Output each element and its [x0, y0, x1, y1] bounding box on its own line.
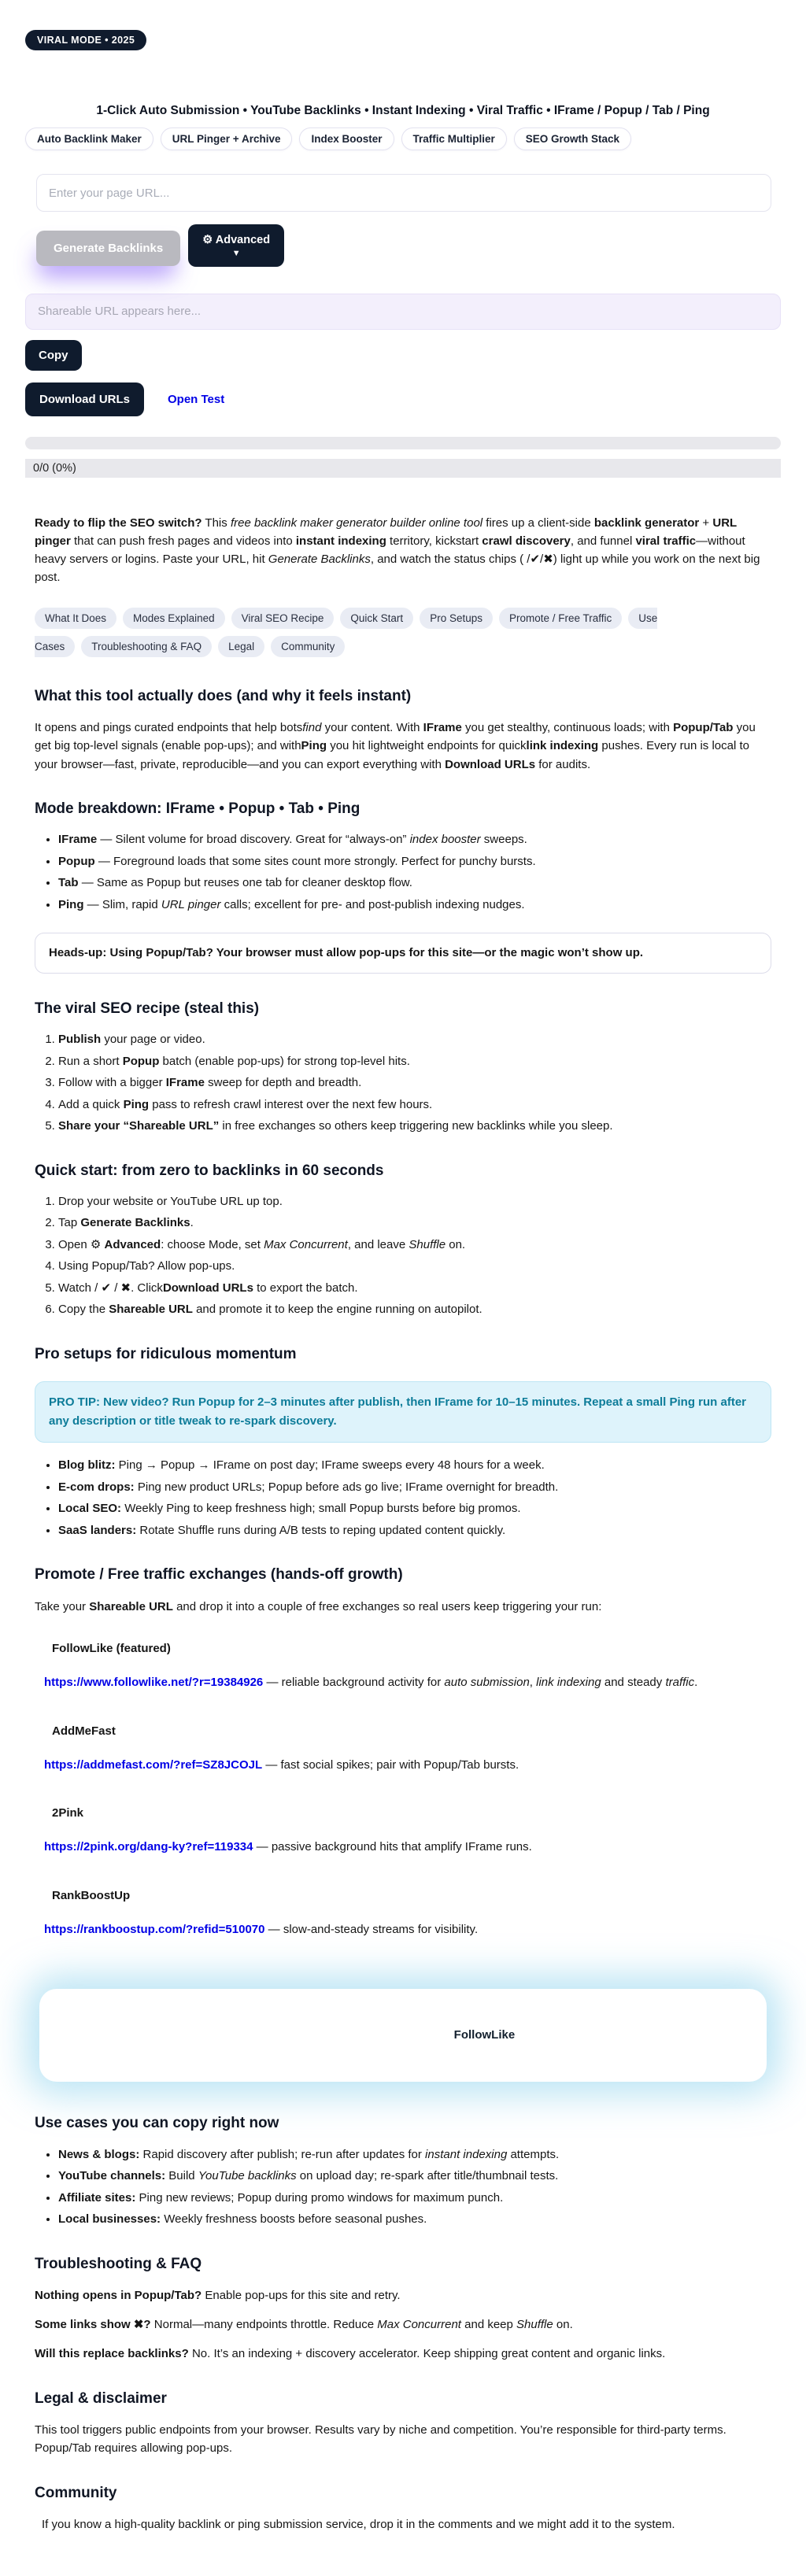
- heading-modes: Mode breakdown: IFrame • Popup • Tab • Ping: [35, 800, 360, 817]
- feature-chip: SEO Growth Stack: [514, 128, 631, 150]
- quickstart-step: 6. Copy the Shareable URL and promote it to keep the engine running on autopilot.: [58, 1301, 771, 1319]
- usecase-item: • Local businesses: Weekly freshness boosts before seasonal pushes.: [58, 2211, 771, 2229]
- intro-paragraph: Ready to flip the SEO switch? This free backlink maker generator builder online tool fires up a client-side backlink generator + URL pinger that can push fresh pages and videos into instant indexing territory, kickstart crawl discovery, and funnel viral traffic—without heavy servers or logins. Paste your URL, hit Generate Backlinks, and watch the status chips ( /✔/✖) light up while you work on the next big post.: [35, 516, 760, 585]
- followlike-banner[interactable]: [39, 1989, 767, 2082]
- exchange-link[interactable]: https://addmefast.com/?ref=SZ8JCOJL: [44, 1757, 263, 1772]
- recipe-step: 3. Follow with a bigger IFrame sweep for depth and breadth.: [58, 1074, 771, 1092]
- article: [25, 514, 781, 2534]
- page-title: 1-Click Auto Submission • YouTube Backlinks • Instant Indexing • Viral Traffic • IFrame / Popup / Tab / Ping: [96, 104, 710, 117]
- legal-paragraph: This tool triggers public endpoints from your browser. Results vary by niche and competition. You’re responsible for third-party terms. Popup/Tab requires allowing pop-ups.: [35, 2423, 727, 2456]
- promote-intro: Take your Shareable URL and drop it into a couple of free exchanges so real users keep triggering your run:: [35, 1599, 602, 1613]
- chevron-down-icon: ▼: [231, 249, 241, 259]
- advanced-button-label: Advanced: [215, 234, 271, 246]
- heading-community: Community: [35, 2484, 117, 2501]
- exchange-link[interactable]: https://rankboostup.com/?refid=510070: [44, 1922, 265, 1936]
- mode-item: • Popup — Foreground loads that some sites count more strongly. Perfect for punchy bursts.: [58, 853, 771, 871]
- hero: [25, 104, 781, 478]
- quickstart-step: 4. Using Popup/Tab? Allow pop-ups.: [58, 1258, 771, 1276]
- prosetup-item: • Local SEO: Weekly Ping to keep freshness high; small Popup bursts before big promos.: [58, 1500, 771, 1518]
- shareable-url-field[interactable]: [25, 294, 781, 330]
- recipe-step: 4. Add a quick Ping pass to refresh crawl interest over the next few hours.: [58, 1096, 771, 1114]
- advanced-button[interactable]: [188, 224, 284, 267]
- community-paragraph: If you know a high-quality backlink or ping submission service, drop it in the comments and we might add it to the system.: [42, 2518, 675, 2532]
- generate-backlinks-button[interactable]: Generate Backlinks: [36, 231, 180, 266]
- heading-legal: Legal & disclaimer: [35, 2389, 167, 2407]
- nav-pill[interactable]: What It Does: [35, 608, 116, 629]
- promo-banner-area: [35, 1968, 771, 2088]
- nav-pill[interactable]: Use Cases: [35, 608, 657, 657]
- recipe-steps: [35, 1031, 771, 1136]
- nav-pill[interactable]: Modes Explained: [123, 608, 225, 629]
- quickstart-step: 3. Open ⚙ Advanced: choose Mode, set Max Concurrent, and leave Shuffle on.: [58, 1236, 771, 1255]
- feature-chip: Index Booster: [299, 128, 394, 150]
- prosetup-item: • SaaS landers: Rotate Shuffle runs during A/B tests to reping updated content quickly.: [58, 1522, 771, 1540]
- section-nav: [35, 604, 771, 661]
- exchange-link[interactable]: https://www.followlike.net/?r=19384926: [44, 1676, 264, 1690]
- feature-chip: Traffic Multiplier: [401, 128, 507, 150]
- nav-pill[interactable]: Troubleshooting & FAQ: [81, 636, 212, 657]
- quickstart-step: 5. Watch / ✔ / ✖. ClickDownload URLs to export the batch.: [58, 1280, 771, 1298]
- heading-what: What this tool actually does (and why it feels instant): [35, 687, 412, 704]
- nav-pill[interactable]: Quick Start: [340, 608, 413, 629]
- usecases-list: [35, 2146, 771, 2229]
- feature-chip: Auto Backlink Maker: [25, 128, 153, 150]
- faq-item: Will this replace backlinks? No. It’s an indexing + discovery accelerator. Keep shipping great content and organic links.: [35, 2347, 666, 2361]
- what-paragraph: It opens and pings curated endpoints that help botsfind your content. With IFrame you get stealthy, continuous loads; with Popup/Tab you get big top-level signals (enable pop-ups); and withPing you hit lightweight endpoints for quicklink indexing pushes. Every run is local to your browser—fast, private, reproducible—and you can export everything with Download URLs for audits.: [35, 721, 756, 771]
- quickstart-step: 2. Tap Generate Backlinks.: [58, 1214, 771, 1233]
- usecase-item: • News & blogs: Rapid discovery after publish; re-run after updates for instant indexing attempts.: [58, 2146, 771, 2164]
- heading-prosetups: Pro setups for ridiculous momentum: [35, 1345, 297, 1362]
- faq-item: Some links show ✖? Normal—many endpoints throttle. Reduce Max Concurrent and keep Shuffle on.: [35, 2318, 573, 2332]
- feature-chip: URL Pinger + Archive: [161, 128, 293, 150]
- exchange-desc: — slow-and-steady streams for visibility.: [264, 1922, 479, 1936]
- exchange-link[interactable]: https://2pink.org/dang-ky?ref=119334: [44, 1840, 253, 1854]
- modes-list: [35, 831, 771, 914]
- usecase-item: • YouTube channels: Build YouTube backlinks on upload day; re-spark after title/thumbnail tests.: [58, 2168, 771, 2186]
- download-row: [25, 383, 781, 416]
- prosetups-list: [35, 1457, 771, 1539]
- nav-pill[interactable]: Promote / Free Traffic: [499, 608, 622, 629]
- mode-item: • IFrame — Silent volume for broad discovery. Great for “always-on” index booster sweeps.: [58, 831, 771, 849]
- progress-label: 0/0 (0%): [25, 459, 781, 478]
- exchange-name: AddMeFast: [52, 1724, 116, 1738]
- mode-item: • Ping — Slim, rapid URL pinger calls; excellent for pre- and post-publish indexing nudges.: [58, 896, 771, 915]
- recipe-step: 5. Share your “Shareable URL” in free exchanges so others keep triggering new backlinks while you sleep.: [58, 1118, 771, 1136]
- nav-pill[interactable]: Community: [271, 636, 345, 657]
- exchange-2pink: [35, 1804, 771, 1857]
- progress-bar: [25, 437, 781, 449]
- action-row: [36, 224, 781, 267]
- nav-pill[interactable]: Legal: [218, 636, 264, 657]
- exchange-addmefast: [35, 1722, 771, 1775]
- viral-mode-badge: VIRAL MODE • 2025: [25, 30, 146, 50]
- heading-quickstart: Quick start: from zero to backlinks in 60 seconds: [35, 1162, 384, 1179]
- feature-chips: [25, 128, 781, 150]
- faq-item: Nothing opens in Popup/Tab? Enable pop-ups for this site and retry.: [35, 2288, 401, 2302]
- exchange-followlike: [35, 1639, 771, 1692]
- exchange-name: FollowLike (featured): [52, 1642, 171, 1656]
- exchange-rankboostup: [35, 1887, 771, 1939]
- recipe-step: 2. Run a short Popup batch (enable pop-ups) for strong top-level hits.: [58, 1053, 771, 1071]
- exchange-desc: — passive background hits that amplify IFrame runs.: [253, 1840, 532, 1854]
- quickstart-steps: [35, 1193, 771, 1319]
- recipe-step: 1. Publish your page or video.: [58, 1031, 771, 1049]
- heading-promote: Promote / Free traffic exchanges (hands-off growth): [35, 1566, 403, 1584]
- nav-pill[interactable]: Viral SEO Recipe: [231, 608, 335, 629]
- mode-item: • Tab — Same as Popup but reuses one tab for cleaner desktop flow.: [58, 874, 771, 893]
- usecase-item: • Affiliate sites: Ping new reviews; Popup during promo windows for maximum punch.: [58, 2190, 771, 2208]
- heading-faq: Troubleshooting & FAQ: [35, 2255, 202, 2272]
- exchange-desc: — fast social spikes; pair with Popup/Tab bursts.: [262, 1757, 519, 1772]
- download-urls-button[interactable]: Download URLs: [25, 383, 144, 416]
- exchange-name: 2Pink: [52, 1806, 84, 1820]
- gear-icon: ⚙: [202, 234, 213, 246]
- prosetup-item: • E-com drops: Ping new product URLs; Popup before ads go live; IFrame overnight for breadth.: [58, 1479, 771, 1497]
- exchange-desc: — reliable background activity for auto submission, link indexing and steady traffic.: [263, 1676, 698, 1690]
- heads-up-callout: Heads-up: Using Popup/Tab? Your browser must allow pop-ups for this site—or the magic won’t show up.: [35, 933, 771, 973]
- copy-button[interactable]: Copy: [25, 340, 82, 371]
- nav-pill[interactable]: Pro Setups: [420, 608, 493, 629]
- heading-recipe: The viral SEO recipe (steal this): [35, 1000, 260, 1017]
- pro-tip-callout: PRO TIP: New video? Run Popup for 2–3 minutes after publish, then IFrame for 10–15 minutes. Repeat a small Ping run after any description or title tweak to re-spark discovery.: [35, 1381, 771, 1443]
- open-test-link[interactable]: Open Test: [168, 392, 225, 406]
- prosetup-item: • Blog blitz: Ping → Popup → IFrame on post day; IFrame sweeps every 48 hours for a week.: [58, 1457, 771, 1475]
- heading-usecases: Use cases you can copy right now: [35, 2115, 279, 2132]
- followlike-banner-label: FollowLike: [453, 2028, 516, 2042]
- quickstart-step: 1. Drop your website or YouTube URL up top.: [58, 1193, 771, 1211]
- url-input[interactable]: [36, 174, 771, 212]
- exchange-name: RankBoostUp: [52, 1888, 131, 1902]
